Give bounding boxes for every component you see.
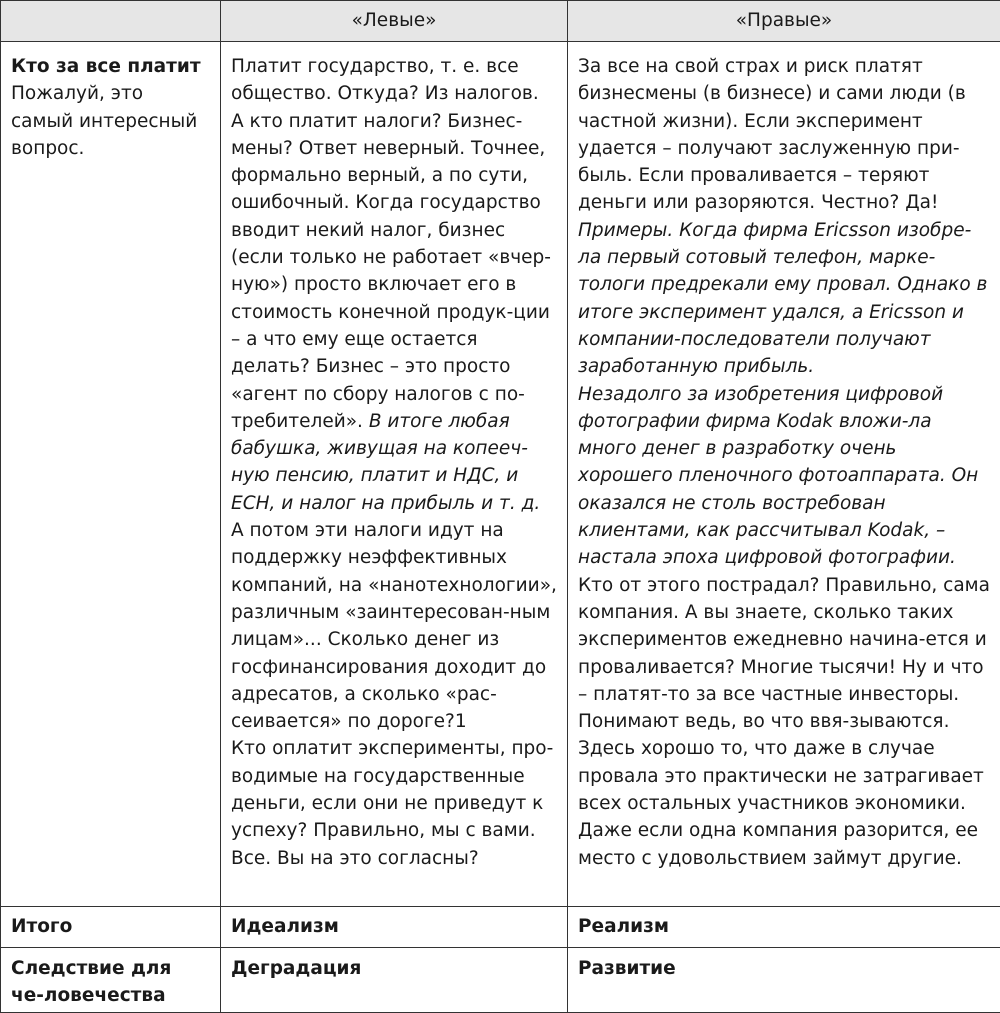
- row-total: [1, 906, 1000, 947]
- table-header-row: [1, 1, 1000, 42]
- left-text-main: Платит государство, т. е. все общество. Откуда? Из налогов. А кто платит налоги? Бизнес-мены? Ответ неверный. Точнее, формально верный, а по сути, ошибочный. Когда государство вводит некий налог, бизнес (если только не работает «вчер-ную») просто включает его в стоимость конечной продук-ции – а что ему еще остается делать? Бизнес – это просто «агент по сбору налогов с по-требителей».: [231, 56, 551, 432]
- header-left-column: «Левые»: [221, 1, 568, 42]
- right-text-tail: Кто от этого пострадал? Правильно, сама компания. А вы знаете, сколько таких экспериментов ежедневно начина-ется и проваливается? Многие тысячи! Ну и что – платят-то за все частные инвесторы. Понимают ведь, во что ввя-зываются.: [578, 574, 990, 733]
- right-text-italic: Незадолго за изобретения цифровой фотографии фирма Kodak вложи-ла много денег в разработку очень хорошего пленочного фотоаппарата. Он оказался не столь востребован клиентами, как рассчитывал Kodak, – настала эпоха цифровой фотографии.: [578, 383, 979, 569]
- row-total-right: Реализм: [568, 906, 1000, 947]
- header-corner-cell: [1, 1, 221, 42]
- right-view-cell: [568, 42, 1000, 907]
- right-paragraph-2-examples: Примеры. Когда фирма Ericsson изобре-ла первый сотовый телефон, марке-тологи предрекали ему провал. Однако в итоге эксперимент удался, а Ericsson и компании-последователи получают заработанную прибыль.: [578, 219, 988, 378]
- header-right-column: «Правые»: [568, 1, 1000, 42]
- row-consequence-right: Развитие: [568, 947, 1000, 1012]
- row-total-label: Итого: [1, 906, 221, 947]
- row-label-title: Кто за все платит: [11, 56, 201, 77]
- row-consequence-left: Деградация: [221, 947, 568, 1012]
- left-text-italic: В итоге любая бабушка, живущая на копееч-ную пенсию, платит и НДС, и ЕСН, и налог на прибыль и т. д.: [231, 410, 541, 514]
- right-paragraph-1: За все на свой страх и риск платят бизнесмены (в бизнесе) и сами люди (в частной жизни). Если эксперимент удается – получают заслуженную при-быль. Если проваливается – теряют деньги или разоряются. Честно? Да!: [578, 56, 966, 214]
- row-label-note: Пожалуй, это самый интересный вопрос.: [11, 83, 198, 159]
- row-total-left: Идеализм: [221, 906, 568, 947]
- left-paragraph-1: [231, 53, 557, 735]
- right-paragraph-3: [578, 381, 990, 736]
- left-text-tail: А потом эти налоги идут на поддержку неэффективных компаний, на «нанотехнологии», различным «заинтересован-ным лицам»... Сколько денег из госфинансирования доходит до адресатов, а сколько «рас-сеивается» по дороге?1: [231, 520, 557, 733]
- row-consequence: [1, 947, 1000, 1012]
- right-paragraph-4: Здесь хорошо то, что даже в случае провала это практически не затрагивает всех остальных участников экономики. Даже если одна компания разорится, ее место с удовольствием займут другие.: [578, 738, 984, 869]
- left-paragraph-2: Кто оплатит эксперименты, про-водимые на государственные деньги, если они не приведут к успеху? Правильно, мы с вами. Все. Вы на это согласны?: [231, 738, 554, 869]
- row-label-cell: [1, 42, 221, 907]
- row-who-pays: [1, 42, 1000, 907]
- left-view-cell: [221, 42, 568, 907]
- row-consequence-label: Следствие для че-ловечества: [1, 947, 221, 1012]
